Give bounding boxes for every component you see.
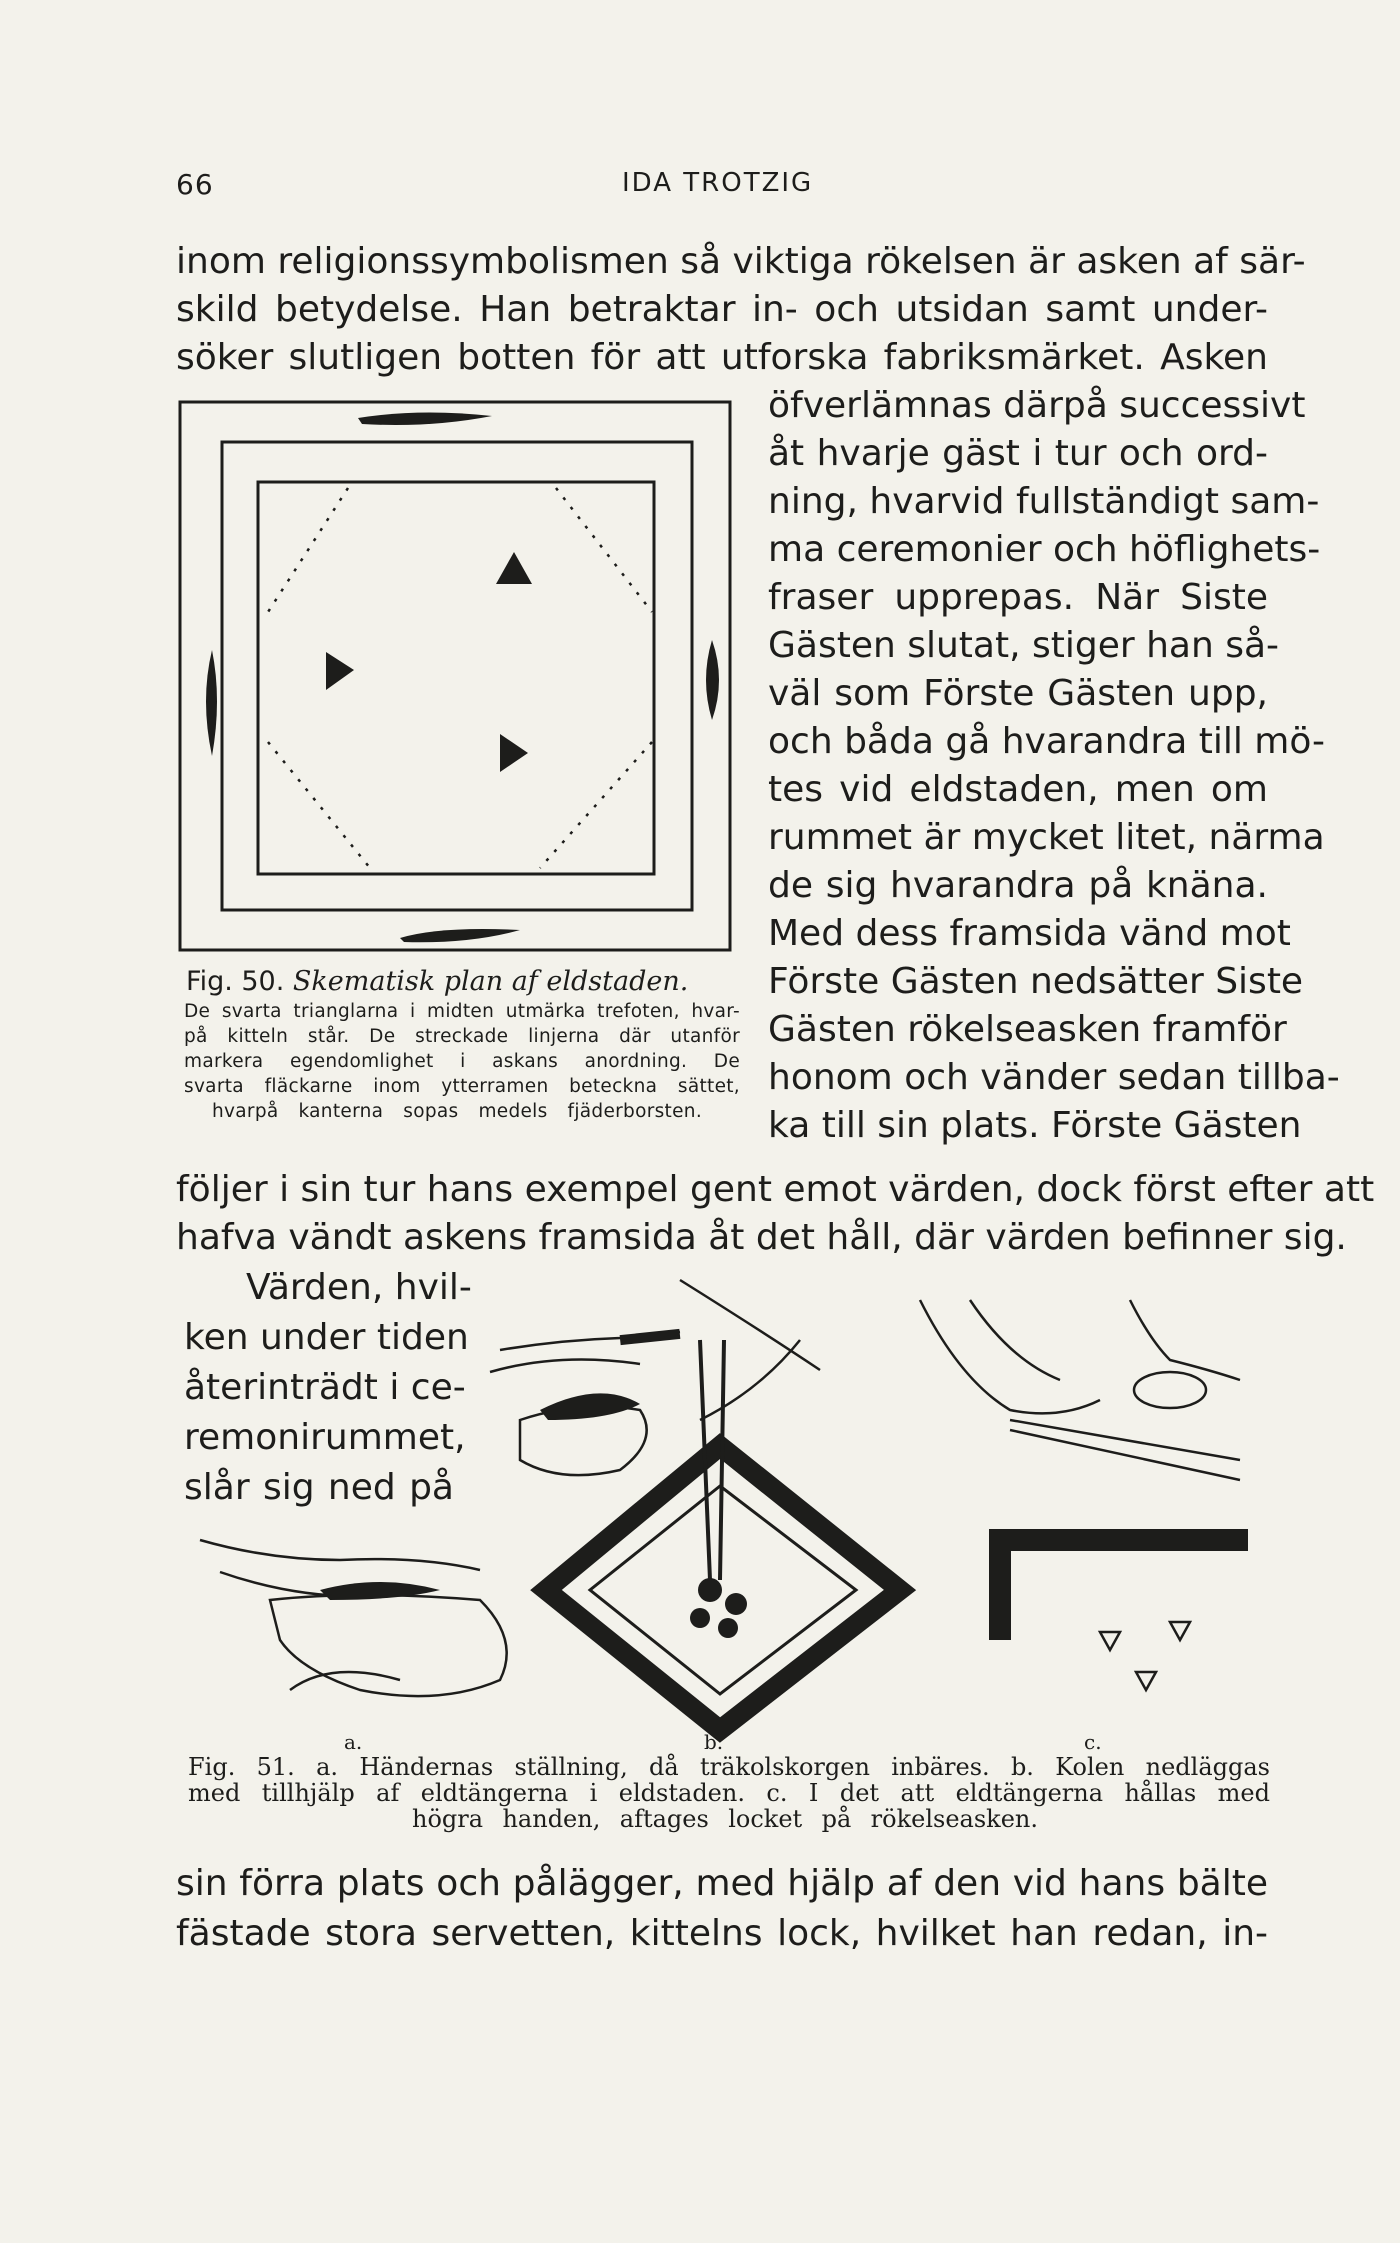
- body-line: de sig hvarandra på knäna.: [768, 865, 1268, 906]
- body-line: återinträdt i ce-: [184, 1367, 466, 1408]
- body-line: ma ceremonier och höflighets-: [768, 529, 1321, 570]
- body-line: Med dess framsida vänd mot: [768, 913, 1291, 954]
- fig51-sublabel-b: b.: [704, 1730, 724, 1754]
- body-line: åt hvarje gäst i tur och ord-: [768, 433, 1268, 474]
- body-line: Gästen slutat, stiger han så-: [768, 625, 1280, 666]
- fig51-illustration: [0, 0, 1, 1]
- body-line: ning, hvarvid fullständigt sam-: [768, 481, 1320, 522]
- body-line: fästade stora servetten, kittelns lock, hvilket han redan, in-: [176, 1913, 1268, 1954]
- body-line: fraser upprepas. När Siste: [768, 577, 1268, 618]
- fig51-sublabel-c: c.: [1084, 1730, 1102, 1754]
- fig51c-lid-removal: [920, 1300, 1248, 1690]
- body-line: honom och vänder sedan tillba-: [768, 1057, 1340, 1098]
- body-line: rummet är mycket litet, närma: [768, 817, 1325, 858]
- body-line: sin förra plats och pålägger, med hjälp af den vid hans bälte: [176, 1863, 1268, 1904]
- trivet-triangle-left: [326, 652, 354, 690]
- fig51-caption-line: med tillhjälp af eldtängerna i eldstaden. c. I det att eldtängerna hållas med: [188, 1779, 1270, 1807]
- middle-frame: [222, 442, 692, 910]
- fig50-title: Skematisk plan af eldstaden.: [292, 966, 689, 997]
- ash-mark-right: [706, 640, 719, 720]
- body-line: Förste Gästen nedsätter Siste: [768, 961, 1304, 1002]
- body-line: och båda gå hvarandra till mö-: [768, 721, 1326, 762]
- trivet-triangle-right: [500, 734, 528, 772]
- fig51-caption-line: högra handen, aftages locket på rökelseasken.: [412, 1805, 1038, 1833]
- outer-frame: [180, 402, 730, 950]
- body-line: tes vid eldstaden, men om: [768, 769, 1268, 810]
- fig50-caption-line: svarta fläckarne inom ytterramen beteckna sättet,: [184, 1076, 740, 1097]
- body-line: söker slutligen botten för att utforska fabriksmärket. Asken: [176, 337, 1268, 378]
- body-line: Värden, hvil-: [246, 1267, 472, 1308]
- body-line: öfverlämnas därpå successivt: [768, 385, 1306, 426]
- body-line: hafva vändt askens framsida åt det håll, där värden befinner sig.: [176, 1217, 1347, 1258]
- fig51b-tongs-hearth: [546, 1280, 900, 1730]
- body-line: skild betydelse. Han betraktar in- och utsidan samt under-: [176, 289, 1268, 330]
- fig50-caption-line: på kitteln står. De streckade linjerna där utanför: [184, 1026, 740, 1047]
- fig50-label: Fig. 50.: [186, 966, 285, 997]
- body-line: inom religionssymbolismen så viktiga rökelsen är asken af sär-: [176, 241, 1306, 282]
- body-line: följer i sin tur hans exempel gent emot värden, dock först efter att: [176, 1169, 1375, 1210]
- trivet-triangle-top: [496, 552, 532, 584]
- ash-mark-bottom: [400, 929, 520, 942]
- body-line: ka till sin plats. Förste Gästen: [768, 1105, 1302, 1146]
- fig50-caption-line: hvarpå kanterna sopas medels fjäderborsten.: [212, 1101, 702, 1122]
- body-line: ken under tiden: [184, 1317, 469, 1358]
- ash-mark-left: [206, 650, 217, 756]
- fig50-caption-line: De svarta trianglarna i midten utmärka trefoten, hvar-: [184, 1001, 740, 1022]
- body-line: remonirummet,: [184, 1417, 466, 1458]
- fig51-caption-line: Fig. 51. a. Händernas ställning, då träkolskorgen inbäres. b. Kolen nedläggas: [188, 1753, 1270, 1781]
- running-title: IDA TROTZIG: [622, 168, 814, 198]
- body-line: Gästen rökelseasken framför: [768, 1009, 1287, 1050]
- inner-frame: [258, 482, 654, 874]
- ash-mark-top: [358, 412, 492, 425]
- fig50-caption-title: [186, 966, 746, 997]
- page-number: 66: [176, 168, 214, 201]
- fig50-caption-line: markera egendomlighet i askans anordning. De: [184, 1051, 740, 1072]
- fig51-sublabel-a: a.: [344, 1730, 363, 1754]
- body-line: väl som Förste Gästen upp,: [768, 673, 1268, 714]
- body-line: slår sig ned på: [184, 1467, 454, 1508]
